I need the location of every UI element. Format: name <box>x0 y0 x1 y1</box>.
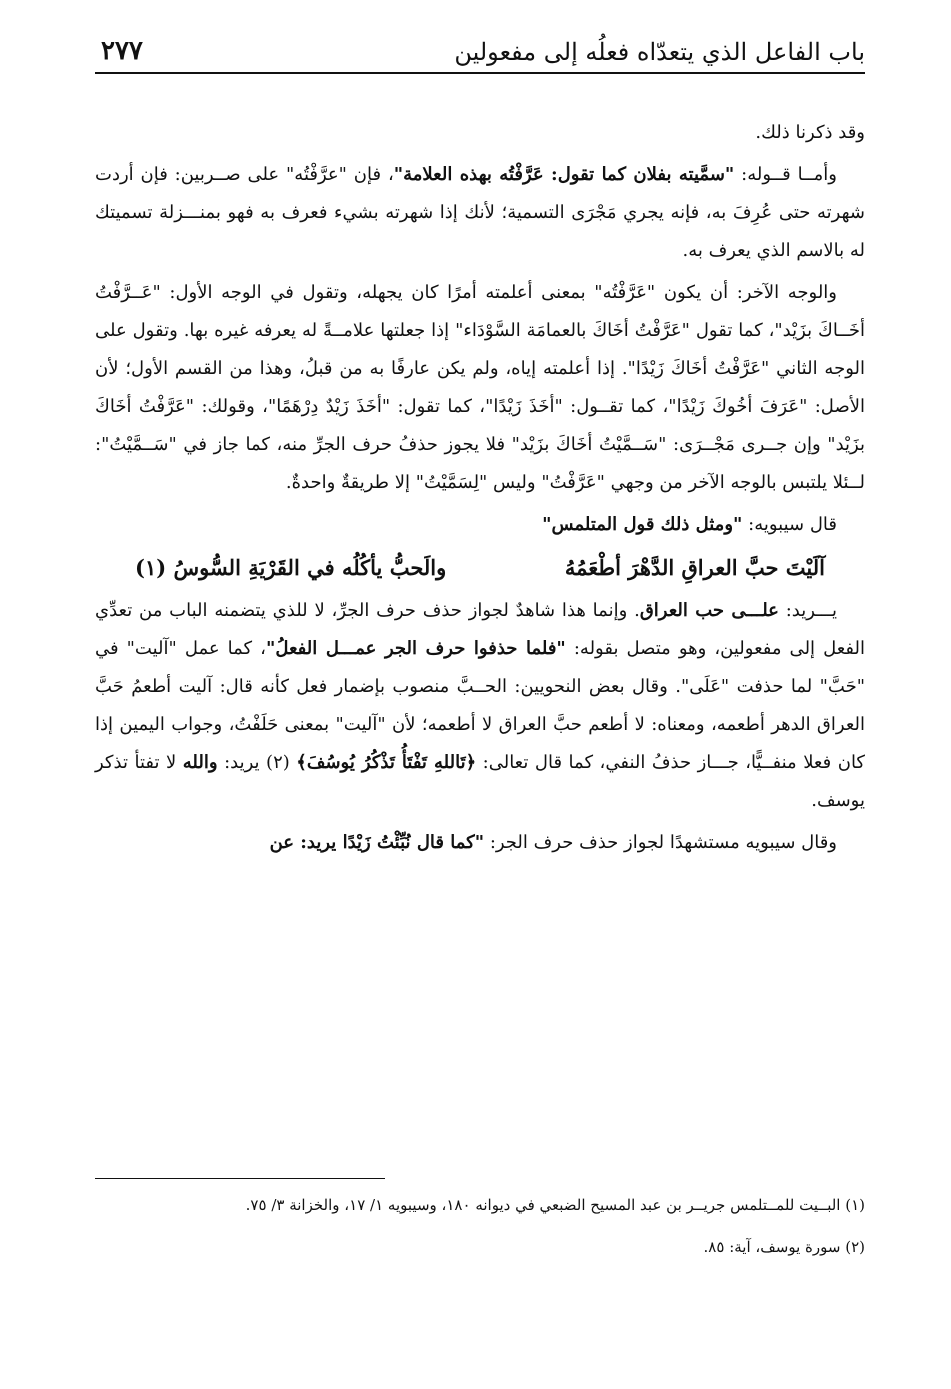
paragraph-5-lead: يـــريد: <box>778 600 837 621</box>
paragraph-5 <box>95 592 865 820</box>
paragraph-5-text-4: لا تفتأ تذكر يوسف. <box>95 752 865 811</box>
page-number: ٢٧٧ <box>101 36 143 66</box>
paragraph-5-text-3: (٢) يريد: <box>217 752 297 773</box>
paragraph-5-text-1: . وإنما هذا شاهدٌ لجواز حذف حرف الجرِّ، لا للذي يتضمنه الباب من تعدِّي الفعل إلى مفعولين، وهو متصل بقوله: <box>95 600 865 659</box>
paragraph-6 <box>95 824 865 862</box>
poem-verse <box>95 548 865 588</box>
footnotes <box>95 1190 865 1274</box>
paragraph-6-lead: وقال سيبويه مستشهدًا لجواز حذف حرف الجر: <box>484 832 837 853</box>
footnote-separator <box>95 1178 385 1179</box>
quote-sibawayh-1: "سمَّيته بفلان كما تقول: عَرَّفْتُه بهذه العلامة" <box>393 164 735 185</box>
page <box>95 22 865 866</box>
paragraph-3: والوجه الآخر: أن يكون "عَرَّفْتُه" بمعنى أعلمته أمرًا كان يجهله، وتقول في الوجه الأول: "عَــرَّفْتُ أخَــاكَ بزَيْد"، كما تقول "عَرَّفْتُ أخَاكَ بالعمامَة السَّوْدَاء" إذا جعلتها علامــةً له يعرفه غيره بها. وتقول على الوجه الثاني "عَرَّفْتُ أخَاكَ زَيْدًا". إذا أعلمته إياه، ولم يكن عارفًا به من قبلُ، وهذا من القسم الأول؛ لأن الأصل: "عَرَفَ أخُوكَ زَيْدًا"، كما تقــول: "أخَذَ زَيْدًا"، كما تقول: "أخَذَ زَيْدٌ دِرْهَمًا"، وقولك: "عَرَّفْتُ أخَاكَ بزَيْد" وإن جــرى مَجْــرَى: "سَــمَّيْتُ أخَاكَ بزَيْد" فلا يجوز حذفُ حرف الجرِّ منه، كما جاز في "سَــمَّيْتُ": لــئلا يلتبس بالوجه الآخر من وجهي "عَرَّفْتُ" وليس "لِسَمَّيْتُ" إلا طريقةٌ واحدةٌ. <box>95 282 865 493</box>
paragraph-2-lead: وأمــا قــوله: <box>734 164 837 185</box>
quote-sibawayh-4: "كما قال نُبِّئْتُ زَيْدًا يريد: عن <box>269 832 485 853</box>
bold-phrase-ala-hubb: علـــى حب العراق <box>639 600 779 621</box>
paragraph-2-rest: ، فإن "عرَّفْتُه" على صــربين: فإن أردت شهرته حتى عُرِفَ به، فإنه يجري مَجْرَى التسمية؛ لأنك إذا شهرته بشيء فعرف به فهو بمنـــزلة تسميتك له بالاسم الذي يعرف به. <box>95 164 865 261</box>
paragraph-4-lead: قال سيبويه: <box>742 514 837 535</box>
quote-sibawayh-2: "ومثل ذلك قول المتلمس" <box>542 514 743 535</box>
verse-second-hemistich: والَحبُّ يأكُلُه في القَرْيَةِ السُّوسُ (١) <box>135 555 447 580</box>
paragraph-5-text-2: ، كما عمل "آليت" في "حَبَّ" لما حذفت "عَلَى". وقال بعض النحويين: الحــبَّ منصوب بإضمار فعل كأنه قال: آليت أطعمُ حَبَّ العراق الدهر أطعمه، ومعناه: لا أطعم حبَّ العراق لا أطعمه؛ لأن "آليت" بمعنى حَلَفْتُ، وجواب اليمين إذا كان فعلا منفــيًّا، جـــاز حذفُ النفي، كما قال تعالى: <box>95 638 865 773</box>
paragraph-4 <box>95 506 865 544</box>
paragraph-1: وقد ذكرنا ذلك. <box>755 122 865 143</box>
footnote-1: (١) البــيت للمــتلمس جريــر بن عبد المسيح الضبعي في ديوانه ١٨٠، وسيبويه ١/ ١٧، والخزانة ٣/ ٧٥. <box>245 1196 865 1214</box>
running-header <box>95 22 865 74</box>
footnote-2: (٢) سورة يوسف، آية: ٨٥. <box>703 1238 865 1256</box>
main-text <box>95 114 865 862</box>
paragraph-2 <box>95 156 865 270</box>
quote-sibawayh-3: "فلما حذفوا حرف الجر عمـــل الفعلُ" <box>265 638 566 659</box>
bold-word-wallah: والله <box>182 752 218 773</box>
quran-verse: ﴿تَاللهِ تَفْتَأُ تَذْكُرُ يُوسُفَ﴾ <box>296 752 477 773</box>
chapter-title: باب الفاعل الذي يتعدّاه فعلُه إلى مفعولين <box>454 38 865 66</box>
verse-first-hemistich: آلَيْتَ حبَّ العراقِ الدَّهْرَ أطْعَمُهُ <box>564 555 825 580</box>
